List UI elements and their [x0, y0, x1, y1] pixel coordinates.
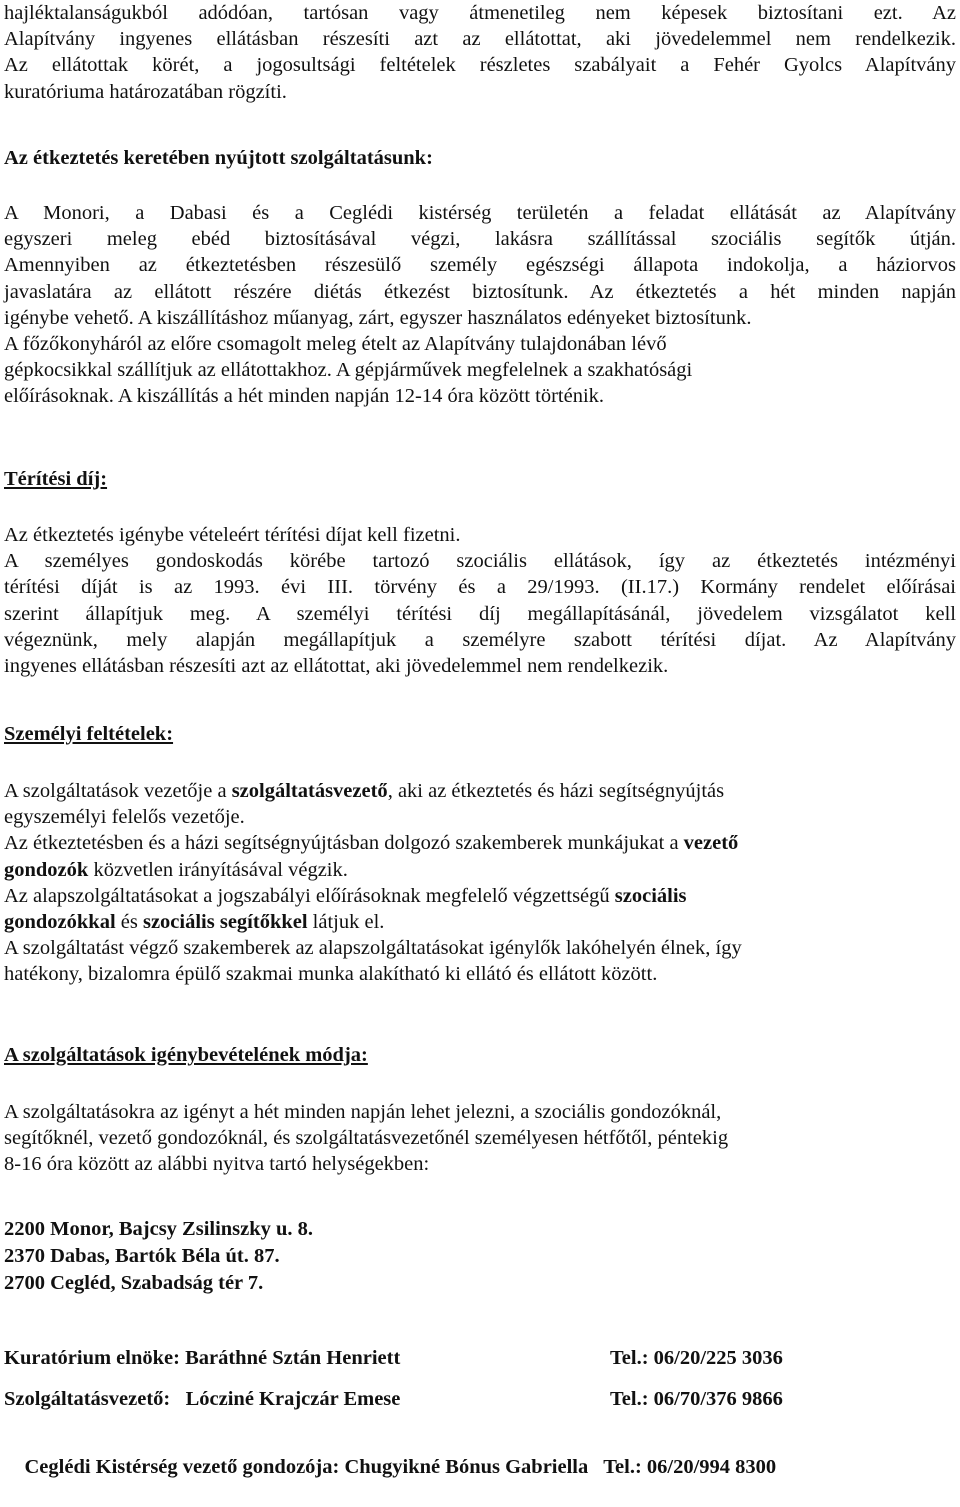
staff-line: Az étkeztetésben és a házi segítségnyújtásban dolgozó szakemberek munkájukat a vezető: [4, 832, 739, 855]
staff-line: gondozókkal és szociális segítőkkel látjuk el.: [4, 911, 385, 934]
contact-lead-carer: [4, 1428, 956, 1507]
address-dabas: 2370 Dabas, Bartók Béla út. 87.: [4, 1245, 280, 1267]
intro-paragraph: [4, 0, 956, 105]
services-line: A főzőkonyháról az előre csomagolt meleg ételt az Alapítvány tulajdonában lévő: [4, 333, 667, 356]
intro-line: kuratóriuma határozatában rögzíti.: [4, 80, 287, 103]
fee-line: szerint állapítjuk meg. A személyi térítési díj megállapításánál, jövedelem vizsgálatot kell: [4, 602, 956, 625]
contact-service-manager: [4, 1386, 956, 1412]
contact-label: Szolgáltatásvezető: Lócziné Krajczár Emese: [4, 1388, 401, 1410]
contact-phone: Tel.: 06/70/376 9866: [610, 1388, 783, 1410]
fee-line: végeznünk, mely alapján megállapítjuk a személyre szabott térítési díjat. Az Alapítvány: [4, 628, 956, 651]
services-line: igénybe vehető. A kiszállításhoz műanyag, zárt, egyszer használatos edényeket biztosítunk.: [4, 306, 752, 329]
usage-heading: A szolgáltatások igénybevételének módja:: [4, 1044, 368, 1066]
fee-line: ingyenes ellátásban részesíti azt az ellátottat, aki jövedelemmel nem rendelkezik.: [4, 655, 669, 678]
contact-phone: Tel.: 06/20/225 3036: [610, 1347, 783, 1369]
staff-line: gondozók közvetlen irányításával végzik.: [4, 858, 348, 881]
services-line: Amennyiben az étkeztetésben részesülő személy egészségi állapota indokolja, a háziorvos: [4, 254, 956, 277]
fee-line: térítési díját is az 1993. évi III. törvény és a 29/1993. (II.17.) Kormány rendelet előírásai: [4, 576, 956, 599]
staff-heading: Személyi feltételek:: [4, 723, 174, 745]
fee-heading: Térítési díj:: [4, 468, 108, 490]
usage-line: A szolgáltatásokra az igényt a hét minden napján lehet jelezni, a szociális gondozóknál,: [4, 1101, 722, 1123]
services-line: előírásoknak. A kiszállítás a hét minden napján 12-14 óra között történik.: [4, 385, 605, 408]
staff-line: A szolgáltatást végző szakemberek az alapszolgáltatásokat igénylők lakóhelyén élnek, így: [4, 937, 742, 960]
staff-line: egyszemélyi felelős vezetője.: [4, 806, 245, 829]
services-paragraph: [4, 200, 956, 410]
intro-line: hajléktalanságukból adódóan, tartósan vagy átmenetileg nem képesek biztosítani ezt. Az: [4, 2, 956, 24]
staff-line: hatékony, bizalomra épülő szakmai munka alakítható ki ellátó és ellátott között.: [4, 963, 658, 986]
fee-line: A személyes gondoskodás körébe tartozó szociális ellátások, így az étkeztetés intézményi: [4, 550, 956, 573]
contact-label: Kuratórium elnöke: Baráthné Sztán Henriett: [4, 1347, 401, 1369]
services-heading: Az étkeztetés keretében nyújtott szolgáltatásunk:: [4, 147, 433, 169]
usage-line: segítőknél, vezető gondozóknál, és szolgáltatásvezetőnél személyesen hétfőtől, péntekig: [4, 1127, 729, 1150]
staff-line: Az alapszolgáltatásokat a jogszabályi előírásoknak megfelelő végzettségű szociális: [4, 884, 687, 907]
contact-board-chair: [4, 1345, 956, 1371]
usage-paragraph: [4, 1099, 956, 1178]
address-cegled: 2700 Cegléd, Szabadság tér 7.: [4, 1272, 264, 1294]
usage-line: 8-16 óra között az alábbi nyitva tartó helységekben:: [4, 1153, 430, 1176]
staff-line: A szolgáltatások vezetője a szolgáltatásvezető, aki az étkeztetés és házi segítségnyújtás: [4, 780, 725, 802]
services-line: gépkocsikkal szállítjuk az ellátottakhoz. A gépjárművek megfelelnek a szakhatósági: [4, 359, 693, 382]
services-line: A Monori, a Dabasi és a Ceglédi kistérség területén a feladat ellátását az Alapítvány: [4, 202, 956, 224]
staff-paragraphs: [4, 778, 956, 988]
contact-line: Ceglédi Kistérség vezető gondozója: Chugyikné Bónus Gabriella Tel.: 06/20/994 8300: [24, 1456, 777, 1479]
address-monor: 2200 Monor, Bajcsy Zsilinszky u. 8.: [4, 1218, 314, 1240]
services-line: javaslatára az ellátott részére diétás étkezést biztosítunk. Az étkeztetés a hét minden napján: [4, 280, 956, 303]
fee-line: Az étkeztetés igénybe vételeért térítési díjat kell fizetni.: [4, 524, 461, 546]
intro-line: Az ellátottak körét, a jogosultsági feltételek részletes szabályait a Fehér Gyolcs Alapítvány: [4, 54, 956, 77]
services-line: egyszeri meleg ebéd biztosításával végzi, lakásra szállítással szociális segítők útján.: [4, 228, 956, 251]
fee-paragraph: [4, 522, 956, 679]
intro-line: Alapítvány ingyenes ellátásban részesíti azt az ellátottat, aki jövedelemmel nem rendelkezik.: [4, 28, 956, 51]
